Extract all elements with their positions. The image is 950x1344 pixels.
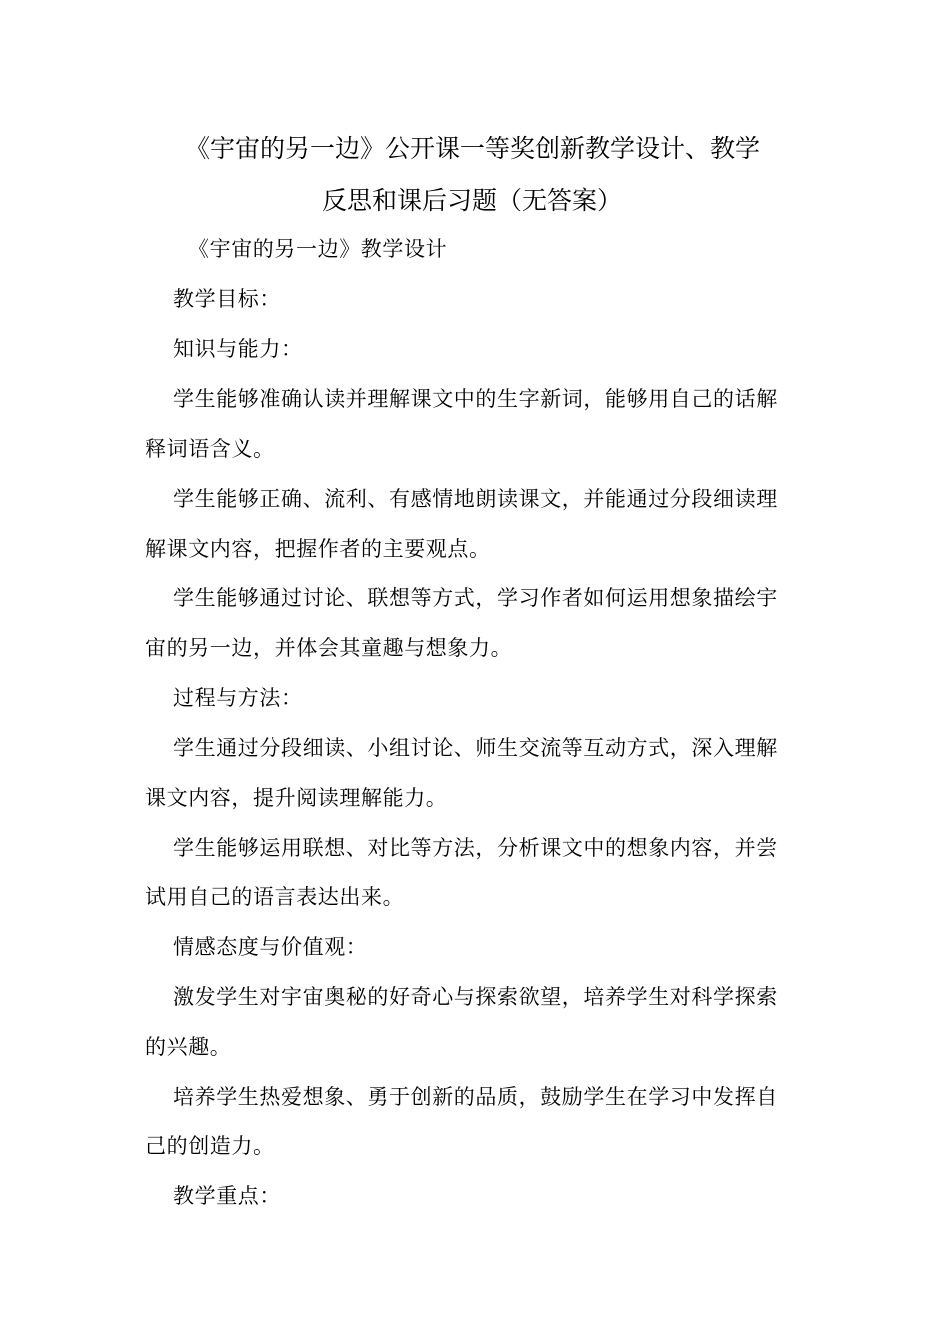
paragraph-line: 解课文内容，把握作者的主要观点。 (145, 537, 491, 561)
paragraph-line: 课文内容，提升阅读理解能力。 (145, 786, 448, 810)
paragraph-line: 教学重点： (173, 1184, 281, 1208)
paragraph-line: 的兴趣。 (145, 1035, 232, 1059)
paragraph-line: 培养学生热爱想象、勇于创新的品质，鼓励学生在学习中发挥自 (173, 1085, 778, 1109)
paragraph-line: 宙的另一边，并体会其童趣与想象力。 (145, 636, 513, 660)
paragraph-line: 释词语含义。 (145, 437, 275, 461)
document-title-line-2: 反思和课后习题（无答案） (322, 186, 623, 215)
paragraph-line: 激发学生对宇宙奥秘的好奇心与探索欲望，培养学生对科学探索 (173, 985, 778, 1009)
paragraph-line: 学生通过分段细读、小组讨论、师生交流等互动方式，深入理解 (173, 736, 778, 760)
paragraph-line: 学生能够准确认读并理解课文中的生字新词，能够用自己的话解 (173, 387, 778, 411)
paragraph-line: 学生能够正确、流利、有感情地朗读课文，并能通过分段细读理 (173, 487, 778, 511)
document-title-line-1: 《宇宙的另一边》公开课一等奖创新教学设计、教学 (185, 134, 761, 163)
section-heading: 《宇宙的另一边》教学设计 (188, 237, 448, 261)
paragraph-line: 过程与方法： (173, 686, 303, 710)
paragraph-line: 己的创造力。 (145, 1134, 275, 1158)
paragraph-line: 学生能够运用联想、对比等方法，分析课文中的想象内容，并尝 (173, 836, 778, 860)
paragraph-line: 教学目标： (173, 287, 281, 311)
paragraph-line: 试用自己的语言表达出来。 (145, 885, 405, 909)
paragraph-line: 学生能够通过讨论、联想等方式，学习作者如何运用想象描绘宇 (173, 586, 778, 610)
paragraph-line: 情感态度与价值观： (173, 935, 368, 959)
paragraph-line: 知识与能力： (173, 337, 303, 361)
